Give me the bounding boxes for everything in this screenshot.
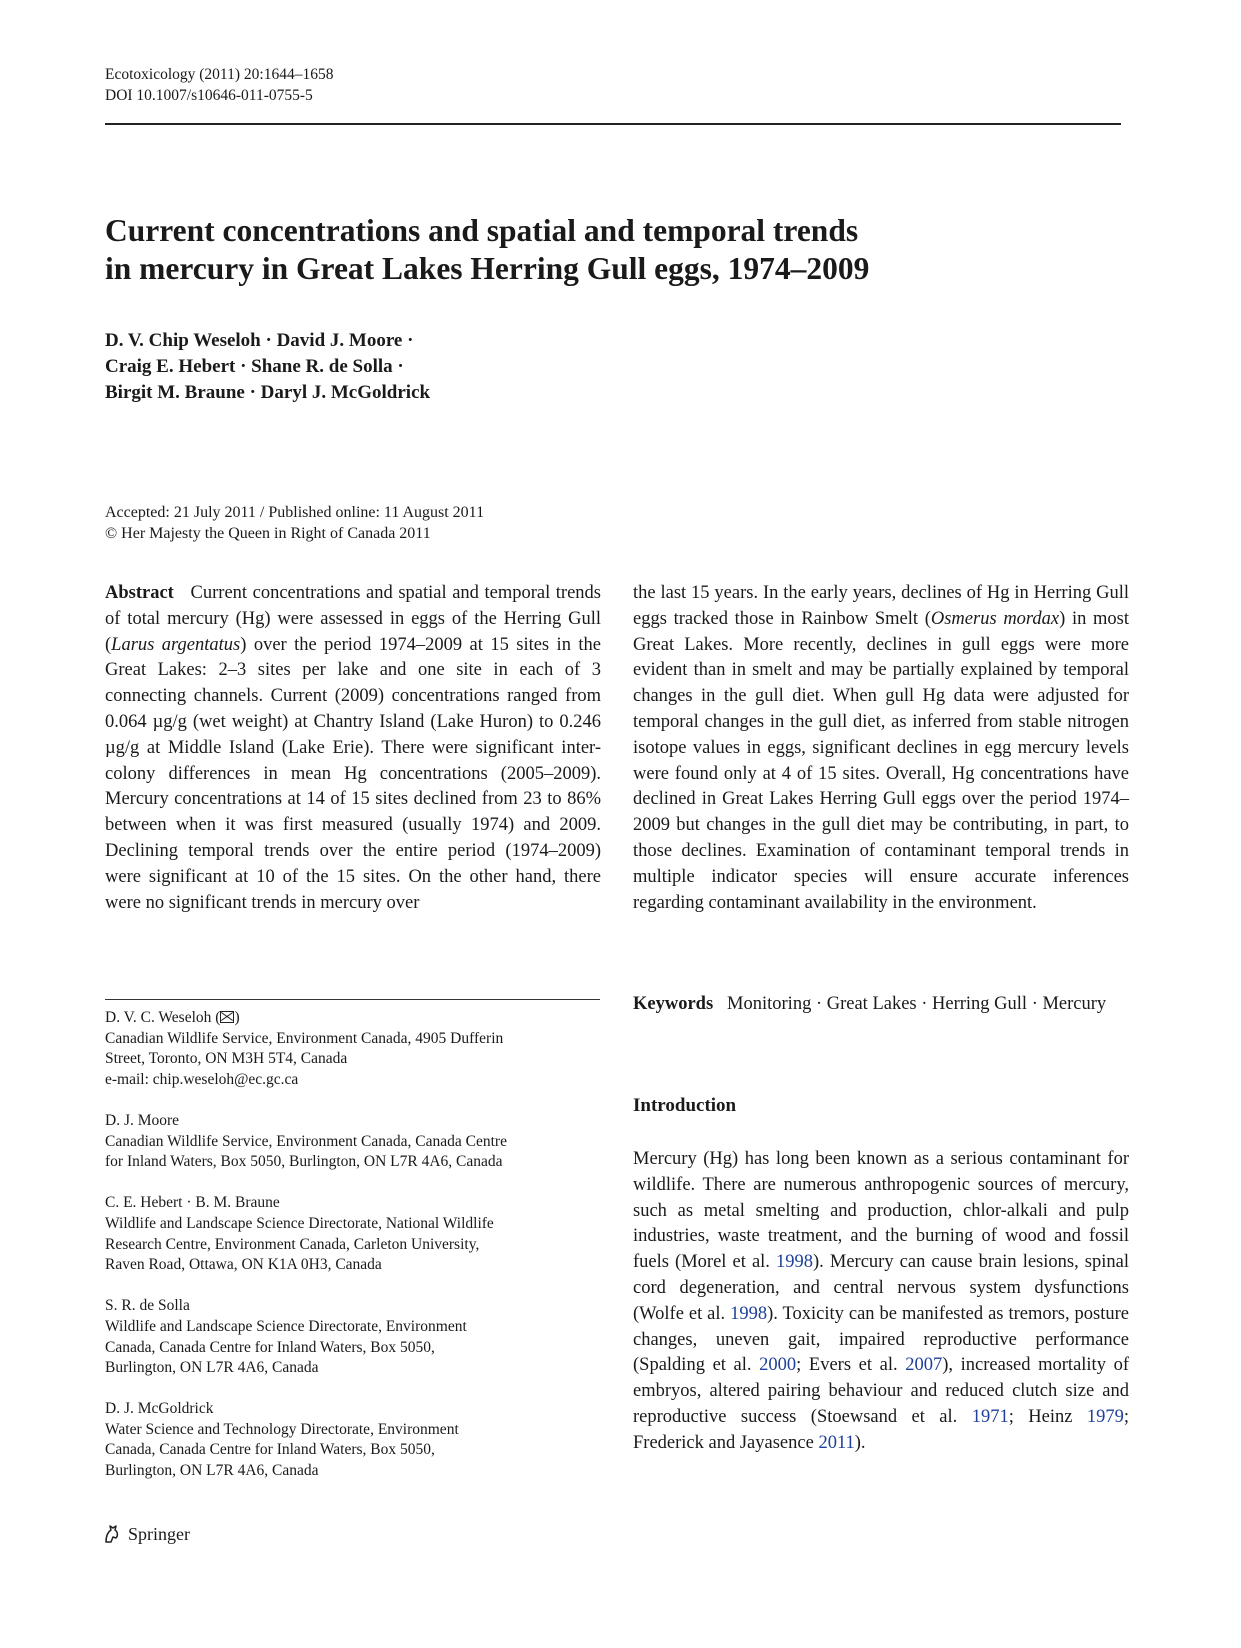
abstract-paragraph-left [105,581,601,916]
title-line-1: Current concentrations and spatial and temporal trends [105,213,859,248]
author-list [105,328,430,406]
affiliation-name: C. E. Hebert · B. M. Braune [105,1194,280,1212]
affiliation-mcgoldrick [105,1399,601,1481]
abstract-text-part-2: ) over the period 1974–2009 at 15 sites in the Great Lakes: 2–3 sites per lake and one site in each of 3 connecting channels. Current (2009) concentrations ranged from 0.064 µg/g (wet weight) at Chantry Island (Lake Huron) to 0.246 µg/g at Middle Island (Lake Erie). There were significant inter-colony differences in mean Hg concentrations (2005–2009). Mercury concentrations at 14 of 15 sites declined from 23 to 86% between when it was first measured (usually 1974) and 2009. Declining temporal trends over the entire period (1974–2009) were significant at 10 of the 15 sites. On the other hand, there were no significant trends in mercury over [105,634,601,913]
citation-link[interactable]: 1971 [971,1406,1009,1427]
affiliation-weseloh [105,1008,601,1090]
citation-link[interactable]: 1979 [1086,1406,1124,1427]
author-line-1: D. V. Chip Weseloh · David J. Moore · [105,330,414,351]
introduction-paragraph: Mercury (Hg) has long been known as a serious contaminant for wildlife. There are numerous anthropogenic sources of mercury, such as metal smelting and production, chlor-alkali and pulp industries, waste treatment, and the burning of wood and fossil fuels (Morel et al. 1998). Mercury can cause brain lesions, spinal cord degeneration, and central nervous system dysfunctions (Wolfe et al. 1998). Toxicity can be manifested as tremors, posture changes, uneven gait, impaired reproductive performance (Spalding et al. 2000; Evers et al. 2007), increased mortality of embryos, altered pairing behaviour and reduced clutch size and reproductive success (Stoewsand et al. 1971; Heinz 1979; Frederick and Jayasence 2011). [633,1149,1129,1453]
affiliation-line: for Inland Waters, Box 5050, Burlington, ON L7R 4A6, Canada [105,1153,503,1171]
affiliation-line: Canadian Wildlife Service, Environment Canada, 4905 Dufferin [105,1029,504,1047]
citation-link[interactable]: 2000 [759,1355,797,1376]
abstract-label: Abstract [105,583,174,603]
keywords-label: Keywords [633,994,714,1014]
affiliation-line: Street, Toronto, ON M3H 5T4, Canada [105,1050,348,1068]
copyright: © Her Majesty the Queen in Right of Canada 2011 [105,525,431,542]
doi[interactable]: DOI 10.1007/s10646-011-0755-5 [105,87,313,104]
envelope-icon[interactable] [220,1011,234,1023]
affiliation-line: Water Science and Technology Directorate, Environment [105,1420,459,1438]
keywords [633,992,1129,1018]
affiliation-name: S. R. de Solla [105,1297,190,1315]
citation-link[interactable]: 1998 [776,1252,814,1273]
affiliation-email[interactable]: e-mail: chip.weseloh@ec.gc.ca [105,1070,299,1088]
affiliation-line: Research Centre, Environment Canada, Carleton University, [105,1235,480,1253]
affiliation-name: D. J. Moore [105,1111,180,1129]
abstract-text-part-1: Current concentrations and spatial and temporal trends of total mercury (Hg) were assessed in eggs of the Herring Gull ( [105,583,601,655]
keywords-text: Monitoring · Great Lakes · Herring Gull · Mercury [727,994,1107,1014]
affiliation-moore [105,1111,601,1173]
species-osmerus: Osmerus mordax [930,608,1060,629]
affiliation-line: Wildlife and Landscape Science Directorate, National Wildlife [105,1214,494,1232]
publisher-name: Springer [128,1523,190,1544]
accepted-published: Accepted: 21 July 2011 / Published online: 11 August 2011 [105,504,485,521]
author-line-3: Birgit M. Braune · Daryl J. McGoldrick [105,382,431,403]
journal-header [105,64,333,106]
journal-citation: Ecotoxicology (2011) 20:1644–1658 [105,66,334,83]
citation-link[interactable]: 2007 [905,1355,943,1376]
citation-link[interactable]: 2011 [818,1432,855,1453]
affiliation-name: D. J. McGoldrick [105,1400,214,1418]
affiliation-hebert-braune [105,1193,601,1275]
abstract-text-part-4: ) in most Great Lakes. More recently, declines in gull eggs were more evident than in smelt and may be partially explained by temporal changes in the gull diet. When gull Hg data were adjusted for temporal changes in the gull diet, as inferred from stable nitrogen isotope values in eggs, significant declines in egg mercury levels were found only at 4 of 15 sites. Overall, Hg concentrations have declined in Great Lakes Herring Gull eggs over the period 1974–2009 but changes in the gull diet may be contributing, in part, to those declines. Examination of contaminant temporal trends in multiple indicator species will ensure accurate inferences regarding contaminant availability in the environment. [633,608,1130,913]
species-larus: Larus argentatus [111,634,241,655]
author-line-2: Craig E. Hebert · Shane R. de Solla · [105,356,404,377]
publication-dates [105,502,484,544]
affiliation-de-solla [105,1296,601,1378]
introduction-body [633,1147,1129,1457]
affiliation-line: Canada, Canada Centre for Inland Waters, Box 5050, [105,1338,435,1356]
header-rule [105,123,1121,125]
abstract-left-column [105,581,601,916]
abstract-text-part-3: the last 15 years. In the early years, declines of Hg in Herring Gull eggs tracked those in Rainbow Smelt ( [633,583,1129,629]
affiliation-line: Burlington, ON L7R 4A6, Canada [105,1462,319,1480]
publisher-footer [100,1522,190,1546]
affiliation-line: Raven Road, Ottawa, ON K1A 0H3, Canada [105,1256,382,1274]
footnote-rule [105,999,600,1000]
article-title [105,212,1065,288]
affiliation-line: Canadian Wildlife Service, Environment Canada, Canada Centre [105,1132,507,1150]
abstract-right-column [633,581,1129,916]
title-line-2: in mercury in Great Lakes Herring Gull eggs, 1974–2009 [105,251,870,286]
affiliation-name: D. V. C. Weseloh ( ) [105,1009,240,1026]
introduction-heading: Introduction [633,1095,737,1116]
abstract-paragraph-right [633,581,1129,916]
affiliation-line: Canada, Canada Centre for Inland Waters, Box 5050, [105,1441,435,1459]
citation-link[interactable]: 1998 [730,1303,768,1324]
affiliations [105,1008,601,1502]
affiliation-line: Wildlife and Landscape Science Directorate, Environment [105,1317,467,1335]
affiliation-line: Burlington, ON L7R 4A6, Canada [105,1359,319,1377]
springer-horse-icon [100,1522,124,1546]
